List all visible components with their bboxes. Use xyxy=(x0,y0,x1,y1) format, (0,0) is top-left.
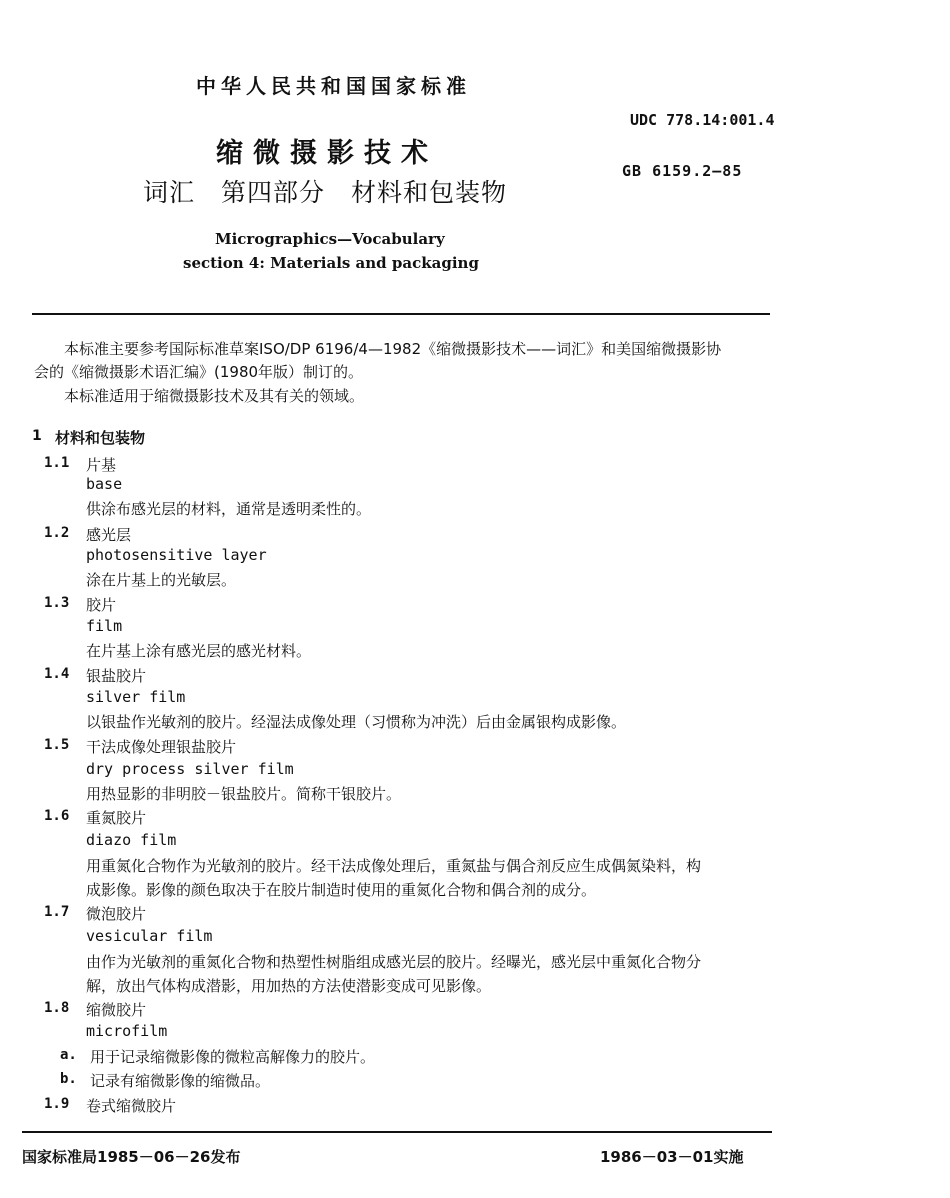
term-english: photosensitive layer xyxy=(86,546,267,564)
udc-code: UDC 778.14:001.4 xyxy=(630,111,775,129)
term-definition: 由作为光敏剂的重氮化合物和热塑性树脂组成感光层的胶片。经曝光，感光层中重氮化合物分 xyxy=(86,953,702,971)
term-number: 1.4 xyxy=(44,666,70,682)
gb-standard-number: GB 6159.2—85 xyxy=(622,162,743,180)
term-english: vesicular film xyxy=(86,927,213,945)
term-definition: 以银盐作光敏剂的胶片。经湿法成像处理（习惯称为冲洗）后由金属银构成影像。 xyxy=(86,713,627,731)
term-chinese: 片基 xyxy=(86,456,117,474)
term-chinese: 重氮胶片 xyxy=(86,809,147,827)
sub-item-text: 记录有缩微影像的缩微品。 xyxy=(90,1072,271,1090)
document-title: 缩微摄影技术 xyxy=(216,138,438,169)
standard-organization: 中华人民共和国国家标准 xyxy=(196,74,471,98)
intro-paragraph-line: 本标准主要参考国际标准草案ISO/DP 6196/4—1982《缩微摄影技术——词汇》和美国缩微摄影协 xyxy=(64,340,722,358)
term-english: silver film xyxy=(86,688,186,706)
term-definition: 在片基上涂有感光层的感光材料。 xyxy=(86,642,312,660)
term-number: 1.9 xyxy=(44,1096,70,1112)
document-subtitle: 词汇 第四部分 材料和包装物 xyxy=(143,178,508,207)
header-divider xyxy=(32,313,770,315)
term-definition: 用热显影的非明胶－银盐胶片。简称干银胶片。 xyxy=(86,785,402,803)
scope-paragraph: 本标准适用于缩微摄影技术及其有关的领域。 xyxy=(64,387,365,405)
term-definition: 解，放出气体构成潜影，用加热的方法使潜影变成可见影像。 xyxy=(86,977,492,995)
term-definition: 用重氮化合物作为光敏剂的胶片。经干法成像处理后，重氮盐与偶合剂反应生成偶氮染料，构 xyxy=(86,857,702,875)
term-chinese: 干法成像处理银盐胶片 xyxy=(86,738,237,756)
term-chinese: 银盐胶片 xyxy=(86,667,147,685)
section-number: 1 xyxy=(32,428,42,444)
term-number: 1.7 xyxy=(44,904,70,920)
issue-date: 国家标准局1985－06－26发布 xyxy=(22,1148,241,1166)
term-english: dry process silver film xyxy=(86,760,294,778)
term-chinese: 缩微胶片 xyxy=(86,1001,147,1019)
footer-divider xyxy=(22,1131,772,1133)
effective-date: 1986－03－01实施 xyxy=(600,1148,744,1166)
term-definition: 成影像。影像的颜色取决于在胶片制造时使用的重氮化合物和偶合剂的成分。 xyxy=(86,881,597,899)
term-english: base xyxy=(86,475,123,493)
intro-paragraph-line: 会的《缩微摄影术语汇编》(1980年版）制订的。 xyxy=(34,363,364,381)
term-number: 1.6 xyxy=(44,808,70,824)
term-english: diazo film xyxy=(86,831,177,849)
english-title: Micrographics—Vocabulary xyxy=(215,230,445,248)
english-subtitle: section 4: Materials and packaging xyxy=(183,254,479,272)
term-chinese: 胶片 xyxy=(86,596,117,614)
term-number: 1.2 xyxy=(44,525,70,541)
term-english: microfilm xyxy=(86,1022,168,1040)
section-title: 材料和包装物 xyxy=(55,429,146,447)
sub-item-label: b. xyxy=(60,1071,77,1087)
term-chinese: 微泡胶片 xyxy=(86,905,147,923)
term-chinese: 卷式缩微胶片 xyxy=(86,1097,177,1115)
term-number: 1.8 xyxy=(44,1000,70,1016)
term-number: 1.3 xyxy=(44,595,70,611)
sub-item-label: a. xyxy=(60,1047,77,1063)
term-english: film xyxy=(86,617,123,635)
term-definition: 供涂布感光层的材料，通常是透明柔性的。 xyxy=(86,500,372,518)
term-number: 1.1 xyxy=(44,455,70,471)
sub-item-text: 用于记录缩微影像的微粒高解像力的胶片。 xyxy=(90,1048,376,1066)
term-definition: 涂在片基上的光敏层。 xyxy=(86,571,237,589)
term-chinese: 感光层 xyxy=(86,526,132,544)
term-number: 1.5 xyxy=(44,737,70,753)
